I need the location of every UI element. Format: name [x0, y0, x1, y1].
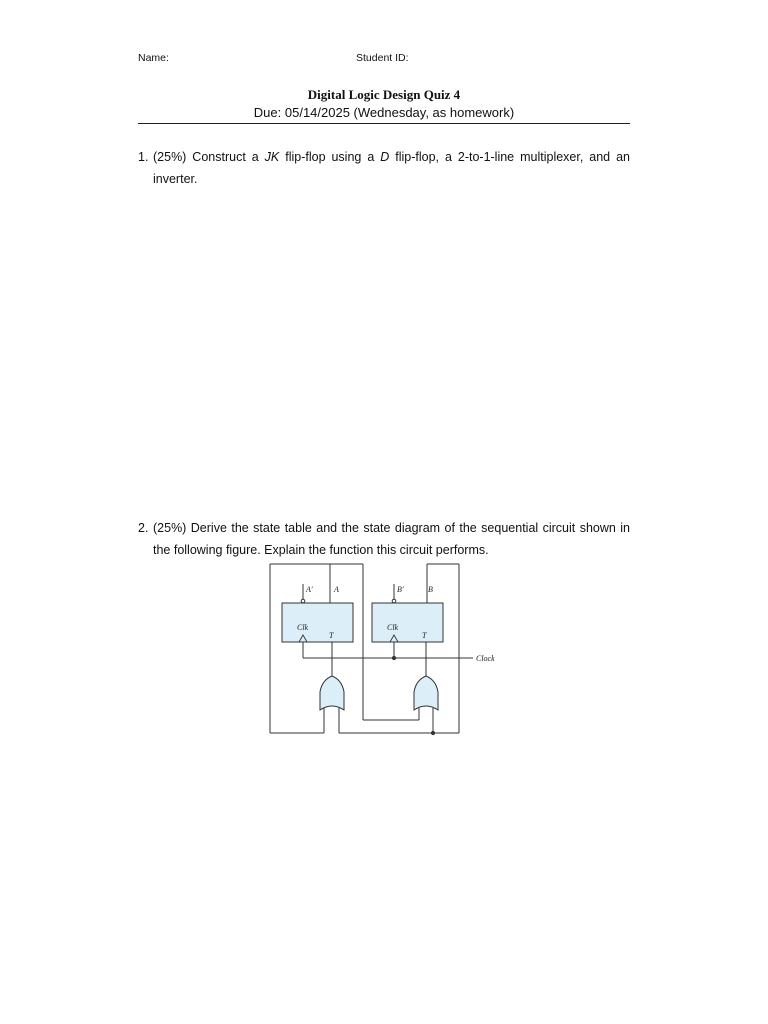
question-text: (25%) Derive the state table and the state diagram of the sequential circuit shown in the following figure. Explain the function this circuit performs.	[153, 521, 630, 557]
flip-flop-a	[282, 603, 353, 642]
question-number: 2.	[138, 521, 149, 535]
label-clk-a: Clk	[297, 623, 309, 632]
due-date: Due: 05/14/2025 (Wednesday, as homework)	[253, 105, 515, 120]
label-clk-b: Clk	[387, 623, 399, 632]
flip-flop-b	[372, 603, 443, 642]
question-number: 1.	[138, 150, 149, 164]
label-a-prime: A′	[306, 585, 313, 594]
or-gate-a	[320, 676, 344, 710]
question-text: (25%) Construct a JK flip-flop using a D flip-flop, a 2-to-1-line multiplexer, and an inverter.	[153, 150, 630, 186]
question-1	[138, 146, 630, 190]
quiz-title: Digital Logic Design Quiz 4	[307, 87, 461, 102]
name-label: Name:	[138, 52, 169, 64]
label-clock: Clock	[476, 654, 495, 663]
student-id-label: Student ID:	[356, 52, 409, 64]
label-b: B	[428, 585, 433, 594]
label-t-b: T	[422, 631, 427, 640]
label-t-a: T	[329, 631, 334, 640]
or-gate-b	[414, 676, 438, 710]
label-b-prime: B′	[397, 585, 404, 594]
label-a: A	[334, 585, 339, 594]
sequential-circuit-figure	[268, 562, 498, 737]
header-divider	[138, 123, 630, 124]
question-2	[138, 517, 630, 561]
